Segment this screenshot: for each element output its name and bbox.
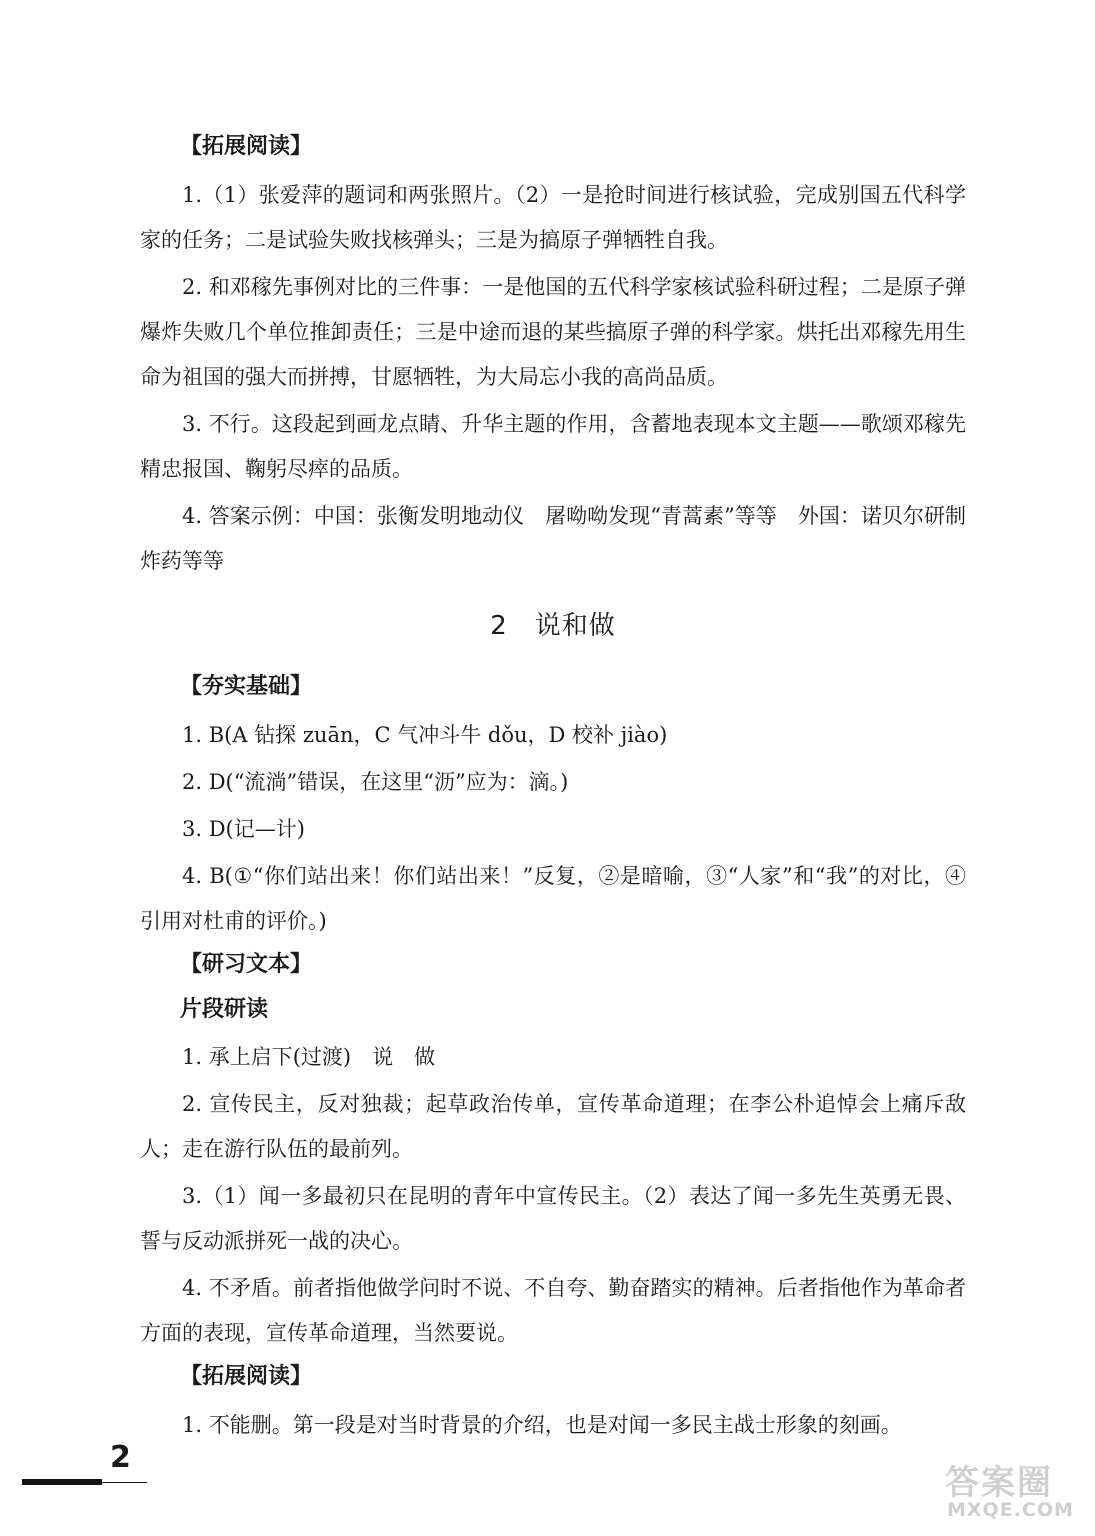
answer-paragraph: 4. 不矛盾。前者指他做学问时不说、不自夸、勤奋踏实的精神。后者指他作为革命者方面的表现，宣传革命道理，当然要说。 [140, 1276, 966, 1345]
subheading-passage-reading: 片段研读 [180, 997, 269, 1022]
section-heading-text-study: 【研习文本】 [180, 952, 313, 977]
answer-paragraph: 3. D(记—计) [182, 817, 305, 841]
section-heading-extended-reading-2: 【拓展阅读】 [180, 1364, 313, 1389]
answer-paragraph: 2. 宣传民主，反对独裁；起草政治传单，宣传革命道理；在李公朴追悼会上痛斥敌人；走在游行队伍的最前列。 [140, 1092, 966, 1161]
answer-paragraph: 4. B(①“你们站出来！你们站出来！”反复，②是暗喻，③“人家”和“我”的对比，④引用对杜甫的评价。) [140, 864, 966, 933]
section-heading-basics: 【夯实基础】 [180, 674, 313, 699]
page-content [140, 128, 966, 1450]
watermark-site: MXQE.COM [947, 1499, 1074, 1521]
answer-paragraph: 3.（1）闻一多最初只在昆明的青年中宣传民主。（2）表达了闻一多先生英勇无畏、誓与反动派拼死一战的决心。 [140, 1184, 966, 1253]
footer-rule [102, 1482, 147, 1483]
answer-paragraph: 1.（1）张爱萍的题词和两张照片。（2）一是抢时间进行核试验，完成别国五代科学家的任务；二是试验失败找核弹头；三是为搞原子弹牺牲自我。 [140, 183, 966, 252]
answer-paragraph: 4. 答案示例：中国：张衡发明地动仪 屠呦呦发现“青蒿素”等等 外国：诺贝尔研制炸药等等 [140, 504, 966, 573]
answer-paragraph: 2. D(“流淌”错误，在这里“沥”应为：滴。) [182, 770, 569, 794]
footer-bar [22, 1479, 102, 1485]
answer-paragraph: 1. 承上启下(过渡) 说 做 [182, 1045, 436, 1069]
lesson-title: 2 说和做 [490, 611, 616, 641]
watermark-logo [945, 1455, 1075, 1527]
page-number: 2 [110, 1440, 131, 1475]
answer-paragraph: 2. 和邓稼先事例对比的三件事：一是他国的五代科学家核试验科研过程；二是原子弹爆炸失败几个单位推卸责任；三是中途而退的某些搞原子弹的科学家。烘托出邓稼先用生命为祖国的强大而拼搏，甘愿牺牲，为大局忘小我的高尚品质。 [140, 275, 966, 389]
section-heading-extended-reading-1: 【拓展阅读】 [180, 134, 313, 159]
answer-paragraph: 1. B(A 钻探 zuān，C 气冲斗牛 dǒu，D 校补 jiào) [182, 723, 668, 747]
watermark-logo-text: 答案圈 [945, 1463, 1053, 1503]
answer-paragraph: 3. 不行。这段起到画龙点睛、升华主题的作用，含蓄地表现本文主题——歌颂邓稼先精忠报国、鞠躬尽瘁的品质。 [140, 412, 966, 481]
answer-paragraph: 1. 不能删。第一段是对当时背景的介绍，也是对闻一多民主战士形象的刻画。 [182, 1413, 902, 1437]
